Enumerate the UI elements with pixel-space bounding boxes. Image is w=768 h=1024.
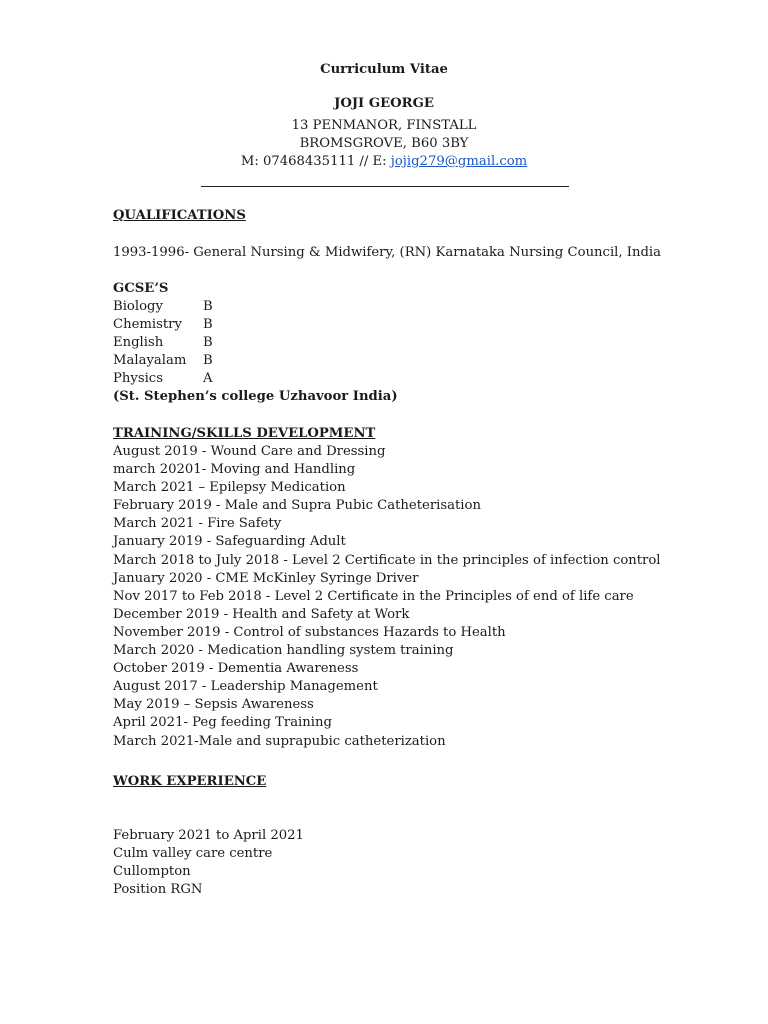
training-item: February 2019 - Male and Supra Pubic Catheterisation	[113, 498, 481, 514]
gcse-subject: English	[113, 335, 164, 351]
address-line-2: BROMSGROVE, B60 3BY	[299, 136, 469, 151]
contact-line	[0, 154, 768, 169]
training-item: Nov 2017 to Feb 2018 - Level 2 Certificate in the Principles of end of life care	[113, 588, 634, 604]
training-item: March 2021 - Fire Safety	[113, 516, 282, 532]
gcse-grade: B	[203, 335, 213, 351]
gcse-subject: Malayalam	[113, 353, 187, 369]
gcse-subject: Chemistry	[113, 317, 182, 333]
work-position: Position RGN	[113, 882, 203, 898]
training-list	[113, 443, 661, 751]
address-line-1: 13 PENMANOR, FINSTALL	[291, 118, 477, 133]
training-item: November 2019 - Control of substances Hazards to Health	[113, 624, 506, 640]
gcse-grade: B	[203, 317, 213, 333]
training-item: April 2021- Peg feeding Training	[113, 715, 332, 731]
training-item: March 2021-Male and suprapubic catheterization	[113, 733, 446, 749]
gcse-grade: B	[203, 299, 213, 314]
training-item: December 2019 - Health and Safety at Work	[113, 606, 410, 622]
gcse-row	[113, 298, 313, 316]
training-heading: TRAINING/SKILLS DEVELOPMENT	[113, 426, 376, 441]
work-experience-block	[113, 827, 304, 899]
candidate-name: JOJI GEORGE	[334, 96, 434, 111]
training-item: August 2017 - Leadership Management	[113, 679, 378, 695]
training-item: October 2019 - Dementia Awareness	[113, 661, 359, 677]
training-item: August 2019 - Wound Care and Dressing	[113, 444, 386, 459]
training-item: March 2021 – Epilepsy Medication	[113, 480, 346, 496]
contact-phone: M: 07468435111 // E:	[240, 154, 391, 169]
work-dates: February 2021 to April 2021	[113, 828, 304, 843]
work-experience-heading: WORK EXPERIENCE	[113, 774, 267, 789]
document-title: Curriculum Vitae	[320, 62, 448, 77]
gcse-subject: Biology	[113, 299, 163, 314]
email-link[interactable]: jojig279@gmail.com	[390, 154, 528, 169]
gcse-row	[113, 316, 313, 334]
training-item: march 20201- Moving and Handling	[113, 462, 356, 478]
training-item: March 2018 to July 2018 - Level 2 Certificate in the principles of infection control	[113, 552, 661, 568]
gcse-heading: GCSE’S	[113, 281, 169, 296]
gcse-row	[113, 334, 313, 352]
gcse-institution: (St. Stephen’s college Uzhavoor India)	[113, 389, 398, 405]
work-location: Cullompton	[113, 864, 191, 880]
training-item: January 2020 - CME McKinley Syringe Driver	[113, 570, 419, 586]
training-item: March 2020 - Medication handling system training	[113, 643, 454, 659]
gcse-grade: A	[203, 371, 213, 387]
gcse-list	[113, 298, 398, 407]
gcse-row	[113, 352, 313, 370]
gcse-subject: Physics	[113, 371, 163, 387]
training-item: January 2019 - Safeguarding Adult	[113, 534, 346, 550]
training-item: May 2019 – Sepsis Awareness	[113, 697, 314, 713]
qualifications-heading: QUALIFICATIONS	[113, 208, 246, 223]
qualification-entry: 1993-1996- General Nursing & Midwifery, (RN) Karnataka Nursing Council, India	[113, 245, 661, 260]
gcse-row	[113, 370, 313, 388]
header-divider	[201, 186, 569, 187]
work-employer: Culm valley care centre	[113, 846, 273, 862]
gcse-grade: B	[203, 353, 213, 369]
